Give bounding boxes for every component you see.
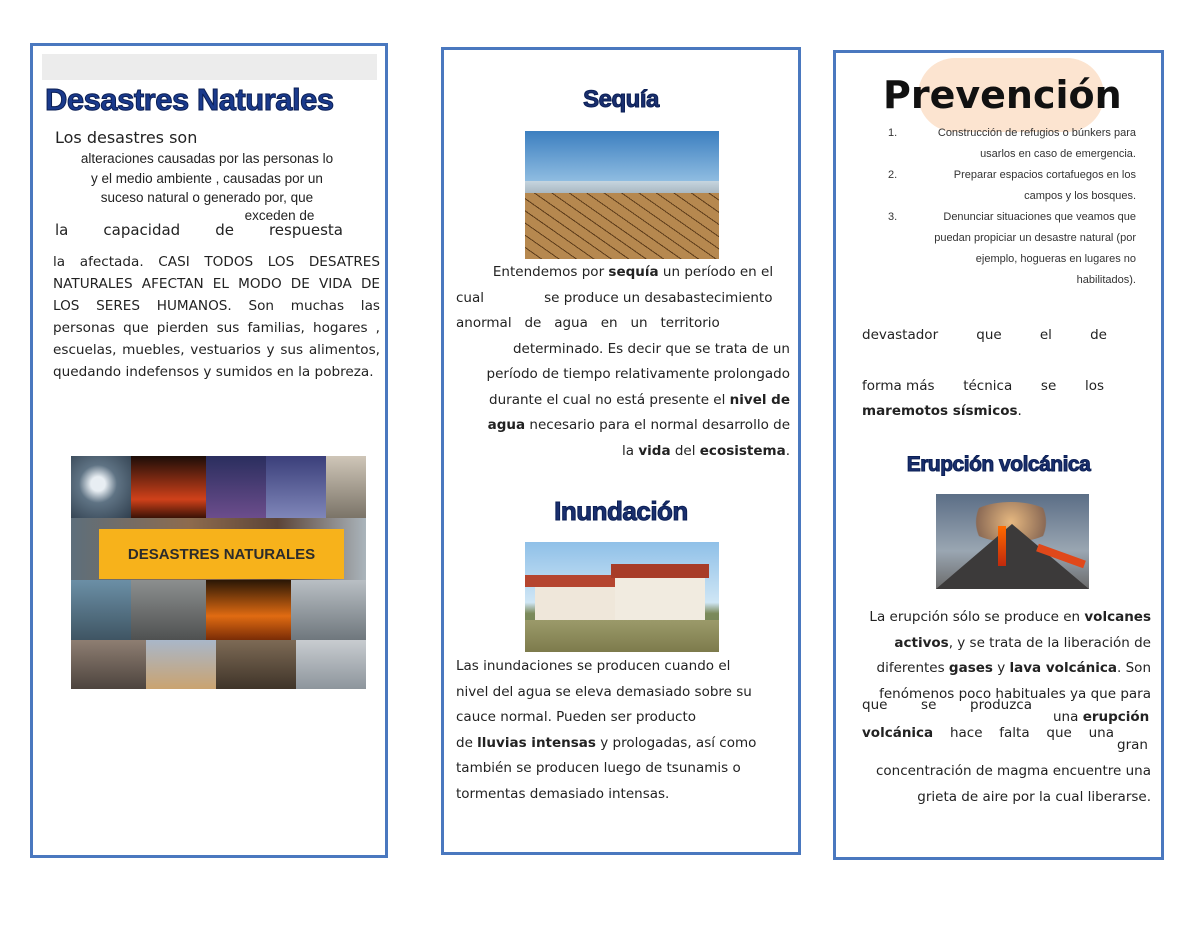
prevention-item: 3. Denunciar situaciones que veamos que puedan propiciar un desastre natural (por ejemplo, hogueras en lugares no habilitados). — [888, 211, 1136, 286]
collage-banner — [99, 529, 344, 579]
intro-line: y el medio ambiente , causadas por un — [91, 170, 323, 186]
sequia-line: determinado. Es decir que se trata de un — [512, 340, 790, 357]
inundacion-line: nivel del agua se eleva demasiado sobre su — [456, 683, 752, 700]
flood-image — [525, 542, 719, 652]
sequia-title: Sequía — [583, 86, 659, 113]
inundacion-line: Las inundaciones se producen cuando el — [456, 658, 731, 674]
panel1-paragraph: la afectada. CASI TODOS LOS DESATRES NATURALES AFECTAN EL MODO DE VIDA DE LOS SERES HUMANOS. Son muchas las personas que pierden sus familias, hogares , escuelas, muebles, vestuarios y sus alimentos, quedando indefensos y sumidos en la pobreza. — [53, 254, 380, 380]
sequia-line: agua necesario para el normal desarrollo de — [487, 417, 790, 433]
spread-word: la — [55, 221, 69, 239]
erupcion-line: diferentes gases y lava volcánica. Son — [876, 660, 1151, 677]
fragment-row-2: forma más técnica se los — [862, 378, 1104, 394]
prevention-list — [848, 123, 1136, 291]
erupcion-line: fenómenos poco habituales ya que para — [879, 685, 1151, 702]
panel-prevencion-erupcion — [833, 50, 1164, 860]
sequia-line: anormal de agua en un territorio — [456, 315, 720, 331]
sequia-line: la vida del ecosistema. — [622, 442, 790, 459]
spread-word: de — [215, 221, 234, 239]
volcano-image — [936, 494, 1089, 589]
intro-first-line: Los desastres son — [55, 128, 198, 147]
sequia-line: período de tiempo relativamente prolongado — [486, 366, 790, 382]
erupcion-line: grieta de aire por la cual liberarse. — [917, 788, 1151, 805]
erupcion-fragment-left: que se produzca — [862, 697, 1032, 713]
prevention-item: 1. Construcción de refugios o búnkers para usarlos en caso de emergencia. — [888, 127, 1136, 160]
disasters-collage-image — [71, 456, 366, 689]
prevention-item: 2. Preparar espacios cortafuegos en los campos y los bosques. — [888, 169, 1136, 202]
sequia-line: cual se produce un desabastecimiento — [456, 289, 773, 306]
erupcion-fragment-right: una erupción — [1053, 709, 1150, 725]
fragment-row-1: devastador que el de — [862, 327, 1107, 343]
erupcion-title: Erupción volcánica — [906, 453, 1091, 476]
header-gray-bar — [42, 54, 377, 80]
panel-desastres-naturales — [30, 43, 388, 858]
erupcion-line: activos, y se trata de la liberación de — [894, 634, 1151, 651]
spread-word: capacidad — [103, 221, 181, 239]
inundacion-line: cauce normal. Pueden ser producto — [456, 709, 697, 725]
erupcion-text-end — [848, 759, 1151, 810]
inundacion-text — [456, 654, 790, 807]
panel-sequia-inundacion — [441, 47, 801, 855]
collage-banner-label: DESASTRES NATURALES — [127, 545, 316, 563]
erupcion-fragment-end: gran — [1117, 737, 1148, 753]
drought-image — [525, 131, 719, 259]
intro-line: suceso natural o generado por, que — [100, 190, 314, 205]
intro-line: exceden de — [244, 207, 315, 223]
sequia-text — [456, 260, 790, 464]
sequia-line: durante el cual no está presente el nivel de — [489, 391, 790, 408]
panel1-title: Desastres Naturales — [45, 82, 334, 117]
erupcion-line: La erupción sólo se produce en volcanes — [869, 609, 1151, 625]
inundacion-line: de lluvias intensas y prologadas, así como — [456, 734, 757, 751]
erupcion-text — [848, 605, 1151, 707]
fragment-bold-line: maremotos sísmicos. — [862, 403, 1022, 419]
sequia-line: Entendemos por sequía un período en el — [492, 264, 774, 280]
intro-lines — [43, 149, 371, 224]
spread-words-row — [55, 221, 343, 239]
prevencion-title: Prevención — [883, 73, 1122, 117]
inundacion-title: Inundación — [554, 496, 688, 526]
erupcion-fragment-row: volcánica hace falta que una — [862, 725, 1114, 741]
intro-line: alteraciones causadas por las personas lo — [80, 151, 334, 166]
erupcion-line: concentración de magma encuentre una — [875, 763, 1151, 779]
inundacion-line: tormentas demasiado intensas. — [456, 785, 670, 802]
spread-word: respuesta — [268, 221, 343, 239]
inundacion-line: también se producen luego de tsunamis o — [456, 760, 741, 776]
